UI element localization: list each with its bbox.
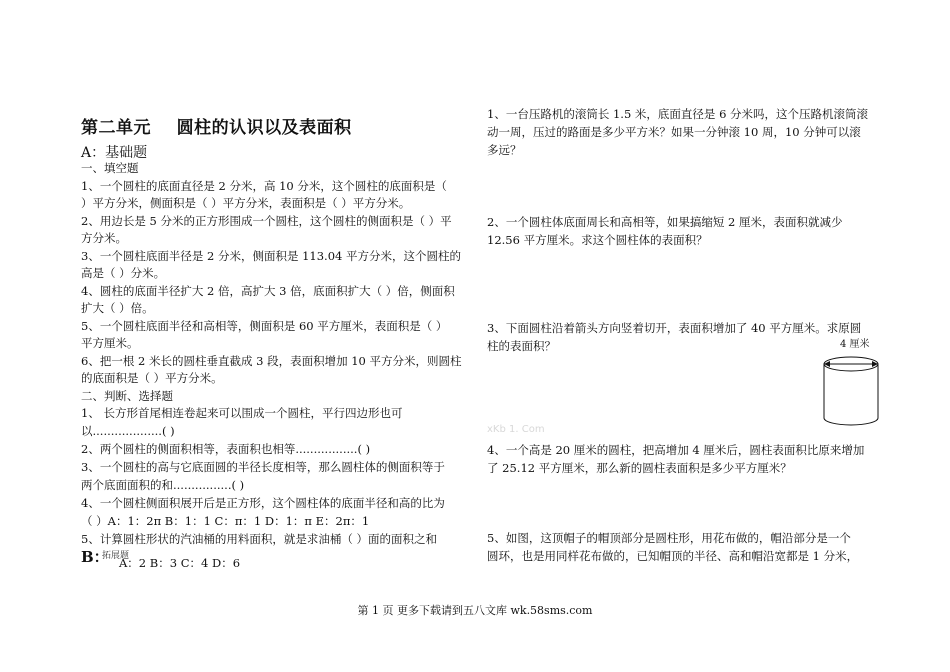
problem-5-line-2: 圆环，也是用同样花布做的，已知帽顶的半径、高和帽沿宽都是 1 分米， (487, 549, 859, 563)
problem-3-line-2: 柱的表面积？ (487, 339, 556, 353)
problem-4-line-1: 4、一个高是 20 厘米的圆柱，把高增加 4 厘米后，圆柱表面积比原来增加 (487, 443, 865, 457)
section-b-tail: 拓展题 (102, 551, 130, 561)
judge-4-line-2: （ ）A：1：2π B：1：1 C：π：1 D：1：π E：2π：1 (81, 514, 370, 528)
problem-1-line-1: 1、一台压路机的滚筒长 1.5 米，底面直径是 6 分米吗，这个压路机滚筒滚 (487, 107, 869, 121)
cylinder-figure (820, 352, 882, 428)
fill-6-line-1: 6、把一根 2 米长的圆柱垂直截成 3 段，表面积增加 10 平方分米，则圆柱 (81, 354, 462, 368)
problem-3-line-1: 3、下面圆柱沿着箭头方向竖着切开，表面积增加了 40 平方厘米。求原圆 (487, 321, 862, 335)
problem-5-line-1: 5、如图，这顶帽子的帽顶部分是圆柱形，用花布做的，帽沿部分是一个 (487, 531, 851, 545)
fill-6-line-2: 的底面积是（ ）平方分米。 (81, 371, 223, 385)
fill-header: 一、填空题 (81, 161, 139, 175)
fill-2-line-1: 2、用边长是 5 分米的正方形围成一个圆柱，这个圆柱的侧面积是（ ）平 (81, 214, 452, 228)
section-a-heading: A：基础题 (81, 145, 148, 161)
problem-1-line-2: 动一周，压过的路面是多少平方米？如果一分钟滚 10 周，10 分钟可以滚 (487, 125, 861, 139)
fill-4-line-1: 4、圆柱的底面半径扩大 2 倍，高扩大 3 倍，底面积扩大（ ）倍，侧面积 (81, 284, 455, 298)
fill-3-line-1: 3、一个圆柱底面半径是 2 分米，侧面积是 113.04 平方分米，这个圆柱的 (81, 249, 461, 263)
judge-5-line-1: 5、计算圆柱形状的汽油桶的用料面积，就是求油桶（ ）面的面积之和 (81, 532, 437, 546)
problem-2-line-1: 2、一个圆柱体底面周长和高相等，如果搞缩短 2 厘米，表面积就减少 (487, 215, 843, 229)
watermark: xKb 1. Com (487, 424, 545, 435)
fill-5-line-2: 平方厘米。 (81, 336, 139, 350)
problem-2-line-2: 12.56 平方厘米。求这个圆柱体的表面积？ (487, 233, 708, 247)
fill-3-line-2: 高是（ ）分米。 (81, 266, 166, 280)
problem-4-line-2: 了 25.12 平方厘米，那么新的圆柱表面积是多少平方厘米？ (487, 461, 792, 475)
judge-4-line-1: 4、一个圆柱侧面积展开后是正方形，这个圆柱体的底面半径和高的比为 (81, 496, 445, 510)
page-title: 第二单元 圆柱的认识以及表面积 (81, 118, 352, 138)
judge-1-line-2: 以...................( ) (81, 424, 175, 438)
problem-1-line-3: 多远？ (487, 143, 522, 157)
fill-5-line-1: 5、一个圆柱底面半径和高相等，侧面积是 60 平方厘米，表面积是（ ） (81, 319, 448, 333)
judge-3-line-2: 两个底面面积的和................( ) (81, 478, 245, 492)
page-footer: 第 1 页 更多下载请到五八文库 wk.58sms.com (357, 604, 593, 617)
judge-5-options: A：2 B：3 C：4 D：6 (119, 556, 241, 570)
cylinder-diameter-label: 4 厘米 (840, 339, 870, 350)
fill-1-line-1: 1、一个圆柱的底面直径是 2 分米，高 10 分米，这个圆柱的底面积是（ (81, 179, 447, 193)
section-b-mark: B： (81, 548, 109, 566)
fill-4-line-2: 扩大（ ）倍。 (81, 301, 154, 315)
fill-2-line-2: 方分米。 (81, 231, 127, 245)
judge-1-line-1: 1、 长方形首尾相连卷起来可以围成一个圆柱，平行四边形也可 (81, 406, 403, 420)
fill-1-line-2: ）平方分米，侧面积是（ ）平方分米，表面积是（ ）平方分米。 (81, 196, 411, 210)
judge-2-line-1: 2、两个圆柱的侧面积相等，表面积也相等.................( ) (81, 442, 371, 456)
judge-3-line-1: 3、一个圆柱的高与它底面圆的半径长度相等，那么圆柱体的侧面积等于 (81, 460, 445, 474)
judge-header: 二、判断、选择题 (81, 389, 173, 403)
cylinder-bottom-arc (824, 418, 878, 425)
